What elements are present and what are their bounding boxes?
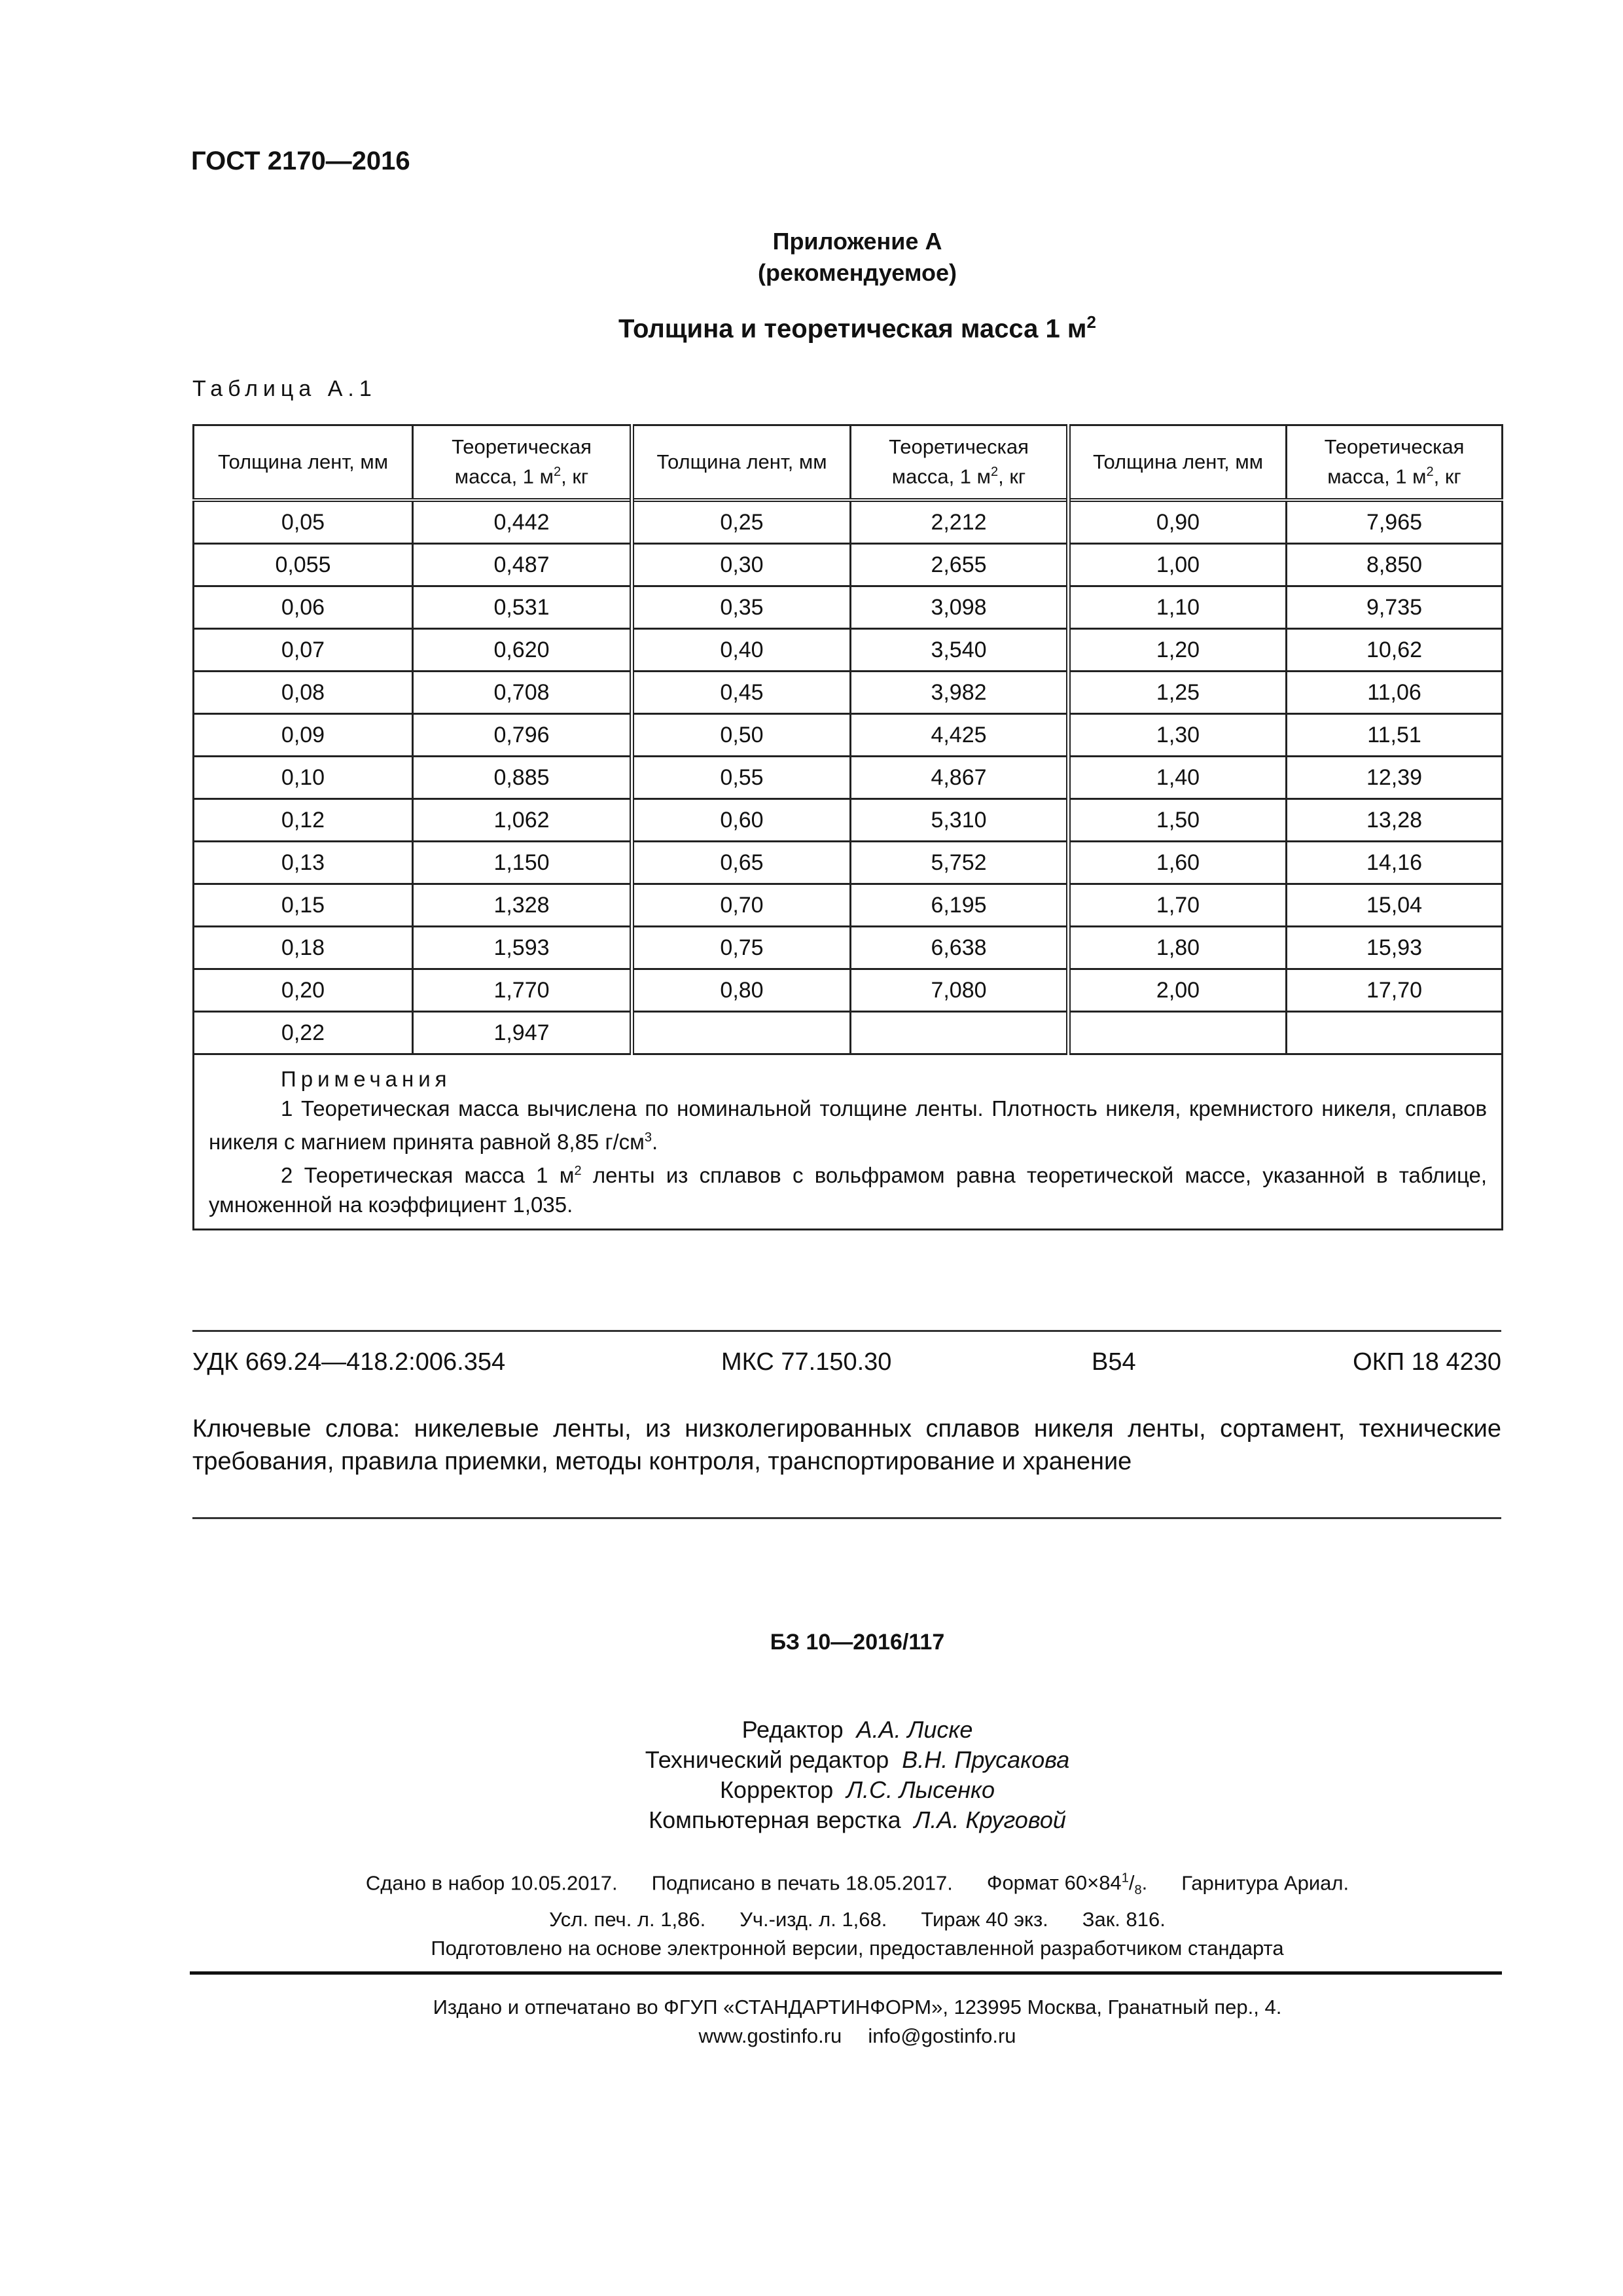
cell-mass	[851, 1012, 1069, 1054]
cell-thickness: 0,06	[194, 586, 413, 629]
cell-thickness: 1,60	[1069, 842, 1287, 884]
note-2-end: ленты из сплавов с вольфрамом равна теоретической массе, указанной в таблице, умноженной на коэффициент 1,035.	[209, 1163, 1488, 1217]
imprint-order: Зак. 816.	[1082, 1907, 1166, 1931]
header-mass-line1: Теоретическая	[889, 435, 1029, 459]
cell-mass: 0,531	[413, 586, 632, 629]
note-2-sup: 2	[574, 1164, 582, 1178]
imprint-format-sup: 1	[1121, 1871, 1129, 1886]
page-title-text: Толщина и теоретическая масса 1 м	[618, 314, 1087, 344]
cell-mass: 13,28	[1287, 799, 1503, 842]
header-mass-unit: , кг	[561, 465, 589, 488]
header-mass-line2: масса, 1 м	[1327, 465, 1427, 488]
cell-mass: 7,080	[851, 969, 1069, 1012]
cell-mass: 1,947	[413, 1012, 632, 1054]
cell-mass: 12,39	[1287, 757, 1503, 799]
table-row	[194, 500, 1503, 544]
cell-thickness: 0,07	[194, 629, 413, 672]
imprint-format-end: .	[1141, 1871, 1148, 1895]
imprint-print-sheets: Усл. печ. л. 1,86.	[549, 1907, 706, 1931]
cell-thickness: 0,90	[1069, 500, 1287, 544]
cell-thickness: 0,70	[632, 884, 851, 927]
data-table	[192, 424, 1503, 1230]
cell-thickness: 1,80	[1069, 927, 1287, 969]
imprint-signed: Подписано в печать 18.05.2017.	[651, 1871, 953, 1895]
table-row	[194, 969, 1503, 1012]
credit-name: А.А. Лиске	[856, 1716, 973, 1743]
divider-bottom	[190, 1971, 1502, 1975]
header-thickness: Толщина лент, мм	[194, 425, 413, 501]
page-title	[0, 312, 1623, 344]
table-row	[194, 1012, 1503, 1054]
cell-thickness: 0,30	[632, 544, 851, 586]
cell-mass: 4,425	[851, 714, 1069, 757]
cell-thickness: 0,10	[194, 757, 413, 799]
cell-mass: 11,06	[1287, 672, 1503, 714]
cell-thickness	[632, 1012, 851, 1054]
cell-thickness: 0,80	[632, 969, 851, 1012]
table-body	[194, 500, 1503, 1054]
cell-mass: 5,310	[851, 799, 1069, 842]
cell-mass: 3,982	[851, 672, 1069, 714]
cell-mass: 15,04	[1287, 884, 1503, 927]
cell-thickness: 0,25	[632, 500, 851, 544]
divider-top	[192, 1330, 1501, 1332]
credit-layout	[0, 1805, 1623, 1835]
cell-mass: 1,062	[413, 799, 632, 842]
table-row	[194, 799, 1503, 842]
credit-name: В.Н. Прусакова	[902, 1746, 1070, 1773]
publisher-contacts	[0, 2022, 1623, 2051]
cell-thickness: 1,50	[1069, 799, 1287, 842]
note-2	[209, 1157, 1487, 1219]
page-title-superscript: 2	[1086, 312, 1096, 332]
cell-thickness: 0,055	[194, 544, 413, 586]
cell-thickness: 1,10	[1069, 586, 1287, 629]
imprint-submitted: Сдано в набор 10.05.2017.	[365, 1871, 618, 1895]
bz-number: БЗ 10—2016/117	[770, 1630, 945, 1655]
cell-mass: 5,752	[851, 842, 1069, 884]
table-row	[194, 757, 1503, 799]
imprint-format	[986, 1871, 1148, 1898]
cell-mass: 9,735	[1287, 586, 1503, 629]
cell-thickness: 0,09	[194, 714, 413, 757]
note-1	[209, 1094, 1487, 1157]
cell-mass: 10,62	[1287, 629, 1503, 672]
imprint-line-2	[0, 1905, 1623, 1934]
credit-role: Корректор	[719, 1776, 834, 1803]
cell-mass: 11,51	[1287, 714, 1503, 757]
category-code: В54	[1092, 1348, 1136, 1376]
cell-thickness: 0,75	[632, 927, 851, 969]
cell-thickness: 0,18	[194, 927, 413, 969]
cell-thickness	[1069, 1012, 1287, 1054]
header-mass	[1287, 425, 1503, 501]
table-row	[194, 884, 1503, 927]
cell-thickness: 0,15	[194, 884, 413, 927]
publisher-line: Издано и отпечатано во ФГУП «СТАНДАРТИНФОРМ», 123995 Москва, Гранатный пер., 4.	[433, 1996, 1282, 2018]
cell-mass: 0,885	[413, 757, 632, 799]
keywords: Ключевые слова: никелевые ленты, из низколегированных сплавов никеля ленты, сортамент, технические требования, правила приемки, методы контроля, транспортирование и хранение	[192, 1415, 1501, 1475]
cell-thickness: 1,25	[1069, 672, 1287, 714]
cell-mass: 3,098	[851, 586, 1069, 629]
cell-thickness: 1,40	[1069, 757, 1287, 799]
publisher	[0, 1993, 1623, 2051]
cell-thickness: 0,08	[194, 672, 413, 714]
header-mass-sup: 2	[553, 465, 562, 480]
imprint-prepared: Подготовлено на основе электронной версии, предоставленной разработчиком стандарта	[431, 1936, 1284, 1960]
cell-thickness: 1,00	[1069, 544, 1287, 586]
cell-thickness: 0,45	[632, 672, 851, 714]
notes-row	[194, 1054, 1503, 1230]
table-row	[194, 714, 1503, 757]
cell-mass: 17,70	[1287, 969, 1503, 1012]
note-1-end: .	[651, 1130, 658, 1154]
table-row	[194, 842, 1503, 884]
cell-mass: 0,708	[413, 672, 632, 714]
note-2-text: 2 Теоретическая масса 1 м	[281, 1163, 575, 1187]
imprint-edit-sheets: Уч.-изд. л. 1,68.	[740, 1907, 887, 1931]
table-row	[194, 927, 1503, 969]
imprint-circulation: Тираж 40 экз.	[921, 1907, 1048, 1931]
cell-mass: 1,593	[413, 927, 632, 969]
credit-name: Л.А. Круговой	[914, 1806, 1066, 1833]
cell-thickness: 1,20	[1069, 629, 1287, 672]
table-label: Таблица А.1	[192, 376, 377, 401]
cell-mass: 0,796	[413, 714, 632, 757]
cell-mass: 2,655	[851, 544, 1069, 586]
header-mass-line1: Теоретическая	[452, 435, 592, 459]
header-mass-line2: масса, 1 м	[891, 465, 991, 488]
publisher-site-link[interactable]: www.gostinfo.ru	[698, 2024, 842, 2047]
table-row	[194, 672, 1503, 714]
cell-thickness: 0,22	[194, 1012, 413, 1054]
credit-editor	[0, 1715, 1623, 1745]
cell-thickness: 0,35	[632, 586, 851, 629]
credit-corrector	[0, 1775, 1623, 1805]
cell-thickness: 1,30	[1069, 714, 1287, 757]
cell-thickness: 0,60	[632, 799, 851, 842]
imprint-format-slash: /	[1128, 1871, 1135, 1895]
cell-mass: 2,212	[851, 500, 1069, 544]
cell-mass: 0,487	[413, 544, 632, 586]
table-header-row	[194, 425, 1503, 501]
cell-mass: 6,638	[851, 927, 1069, 969]
cell-thickness: 0,05	[194, 500, 413, 544]
cell-mass: 0,620	[413, 629, 632, 672]
header-mass	[851, 425, 1069, 501]
header-mass-line2: масса, 1 м	[454, 465, 554, 488]
cell-mass: 6,195	[851, 884, 1069, 927]
header-mass-unit: , кг	[1433, 465, 1461, 488]
cell-mass: 1,770	[413, 969, 632, 1012]
note-1-sup: 3	[644, 1130, 652, 1145]
credit-role: Компьютерная верстка	[649, 1806, 901, 1833]
header-mass-sup: 2	[990, 465, 999, 480]
appendix-label: Приложение А	[772, 228, 942, 255]
credit-tech-editor	[0, 1745, 1623, 1775]
cell-thickness: 0,13	[194, 842, 413, 884]
imprint	[0, 1864, 1623, 1963]
note-1-text: 1 Теоретическая масса вычислена по номинальной толщине ленты. Плотность никеля, кремнистого никеля, сплавов никеля с магнием принята равной 8,85 г/см	[209, 1096, 1487, 1154]
table-row	[194, 629, 1503, 672]
cell-mass: 15,93	[1287, 927, 1503, 969]
cell-mass: 7,965	[1287, 500, 1503, 544]
table-header	[194, 425, 1503, 501]
imprint-line-1	[0, 1864, 1623, 1905]
cell-thickness: 1,70	[1069, 884, 1287, 927]
header-thickness: Толщина лент, мм	[632, 425, 851, 501]
credit-role: Редактор	[741, 1716, 844, 1743]
imprint-format-text: Формат 60×84	[986, 1871, 1122, 1895]
cell-thickness: 0,65	[632, 842, 851, 884]
appendix-status: (рекомендуемое)	[758, 259, 957, 286]
cell-mass: 4,867	[851, 757, 1069, 799]
header-thickness: Толщина лент, мм	[1069, 425, 1287, 501]
imprint-font: Гарнитура Ариал.	[1181, 1871, 1349, 1895]
header-mass-sup: 2	[1426, 465, 1434, 480]
header-mass	[413, 425, 632, 501]
cell-thickness: 0,55	[632, 757, 851, 799]
credits	[0, 1715, 1623, 1835]
cell-mass: 14,16	[1287, 842, 1503, 884]
table-row	[194, 544, 1503, 586]
divider-middle	[192, 1517, 1501, 1519]
cell-thickness: 0,50	[632, 714, 851, 757]
cell-thickness: 2,00	[1069, 969, 1287, 1012]
document-code: ГОСТ 2170—2016	[191, 147, 410, 175]
cell-mass: 1,150	[413, 842, 632, 884]
cell-mass: 3,540	[851, 629, 1069, 672]
cell-thickness: 0,40	[632, 629, 851, 672]
publisher-email-link[interactable]: info@gostinfo.ru	[868, 2024, 1016, 2047]
table-notes	[194, 1054, 1503, 1230]
mks-code: МКС 77.150.30	[721, 1348, 892, 1376]
header-mass-line1: Теоретическая	[1324, 435, 1465, 459]
imprint-format-sub: 8	[1134, 1883, 1142, 1898]
okp-code: ОКП 18 4230	[1353, 1348, 1501, 1376]
cell-mass: 0,442	[413, 500, 632, 544]
cell-mass: 8,850	[1287, 544, 1503, 586]
notes-title: Примечания	[281, 1067, 452, 1091]
table-row	[194, 586, 1503, 629]
appendix-heading	[0, 226, 1623, 289]
header-mass-unit: , кг	[998, 465, 1026, 488]
credit-role: Технический редактор	[645, 1746, 889, 1773]
cell-mass	[1287, 1012, 1503, 1054]
credit-name: Л.С. Лысенко	[846, 1776, 995, 1803]
udk-code: УДК 669.24—418.2:006.354	[192, 1348, 506, 1376]
cell-mass: 1,328	[413, 884, 632, 927]
cell-thickness: 0,12	[194, 799, 413, 842]
cell-thickness: 0,20	[194, 969, 413, 1012]
